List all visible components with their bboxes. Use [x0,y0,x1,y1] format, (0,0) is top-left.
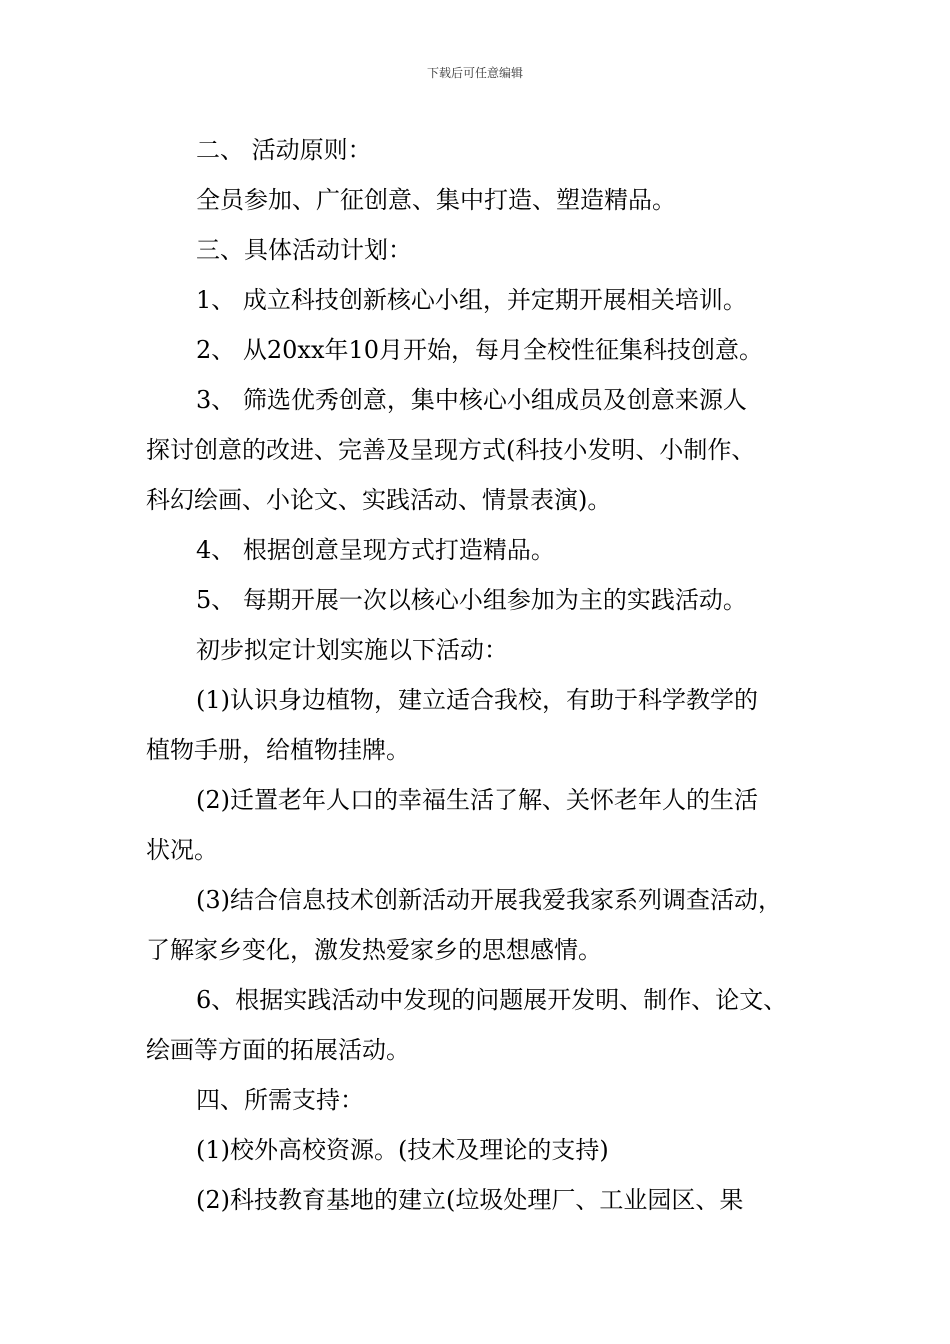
paragraph-line: 绘画等方面的拓展活动。 [146,1036,410,1064]
activity-item-3: (3)结合信息技术创新活动开展我爱我家系列调查活动， [196,886,782,914]
paragraph-line: 全员参加、广征创意、集中打造、塑造精品。 [196,186,676,214]
section-heading-principles: 二、 活动原则： [196,136,372,164]
paragraph-line: 植物手册，给植物挂牌。 [146,736,410,764]
paragraph-line: 探讨创意的改进、完善及呈现方式(科技小发明、小制作、 [146,436,756,464]
plan-item-2: 2、 从20xx年10月开始，每月全校性征集科技创意。 [196,336,764,364]
activity-item-1: (1)认识身边植物，建立适合我校，有助于科学教学的 [196,686,758,714]
plan-item-5: 5、 每期开展一次以核心小组参加为主的实践活动。 [196,586,747,614]
paragraph-line: 初步拟定计划实施以下活动： [196,636,508,664]
paragraph-line: 了解家乡变化，激发热爱家乡的思想感情。 [146,936,602,964]
section-heading-support: 四、所需支持： [196,1086,364,1114]
plan-item-1: 1、 成立科技创新核心小组，并定期开展相关培训。 [196,286,747,314]
plan-item-4: 4、 根据创意呈现方式打造精品。 [196,536,555,564]
support-item-1: (1)校外高校资源。(技术及理论的支持) [196,1136,609,1164]
plan-item-3: 3、 筛选优秀创意，集中核心小组成员及创意来源人 [196,386,747,414]
paragraph-line: 科幻绘画、小论文、实践活动、情景表演)。 [146,486,612,514]
paragraph-line: 状况。 [146,836,218,864]
activity-item-2: (2)迁置老年人口的幸福生活了解、关怀老年人的生活 [196,786,758,814]
section-heading-plan: 三、具体活动计划： [196,236,412,264]
plan-item-6: 6、根据实践活动中发现的问题展开发明、制作、论文、 [196,986,788,1014]
page-header: 下载后可任意编辑 [426,66,523,80]
support-item-2: (2)科技教育基地的建立(垃圾处理厂、工业园区、果 [196,1186,744,1214]
